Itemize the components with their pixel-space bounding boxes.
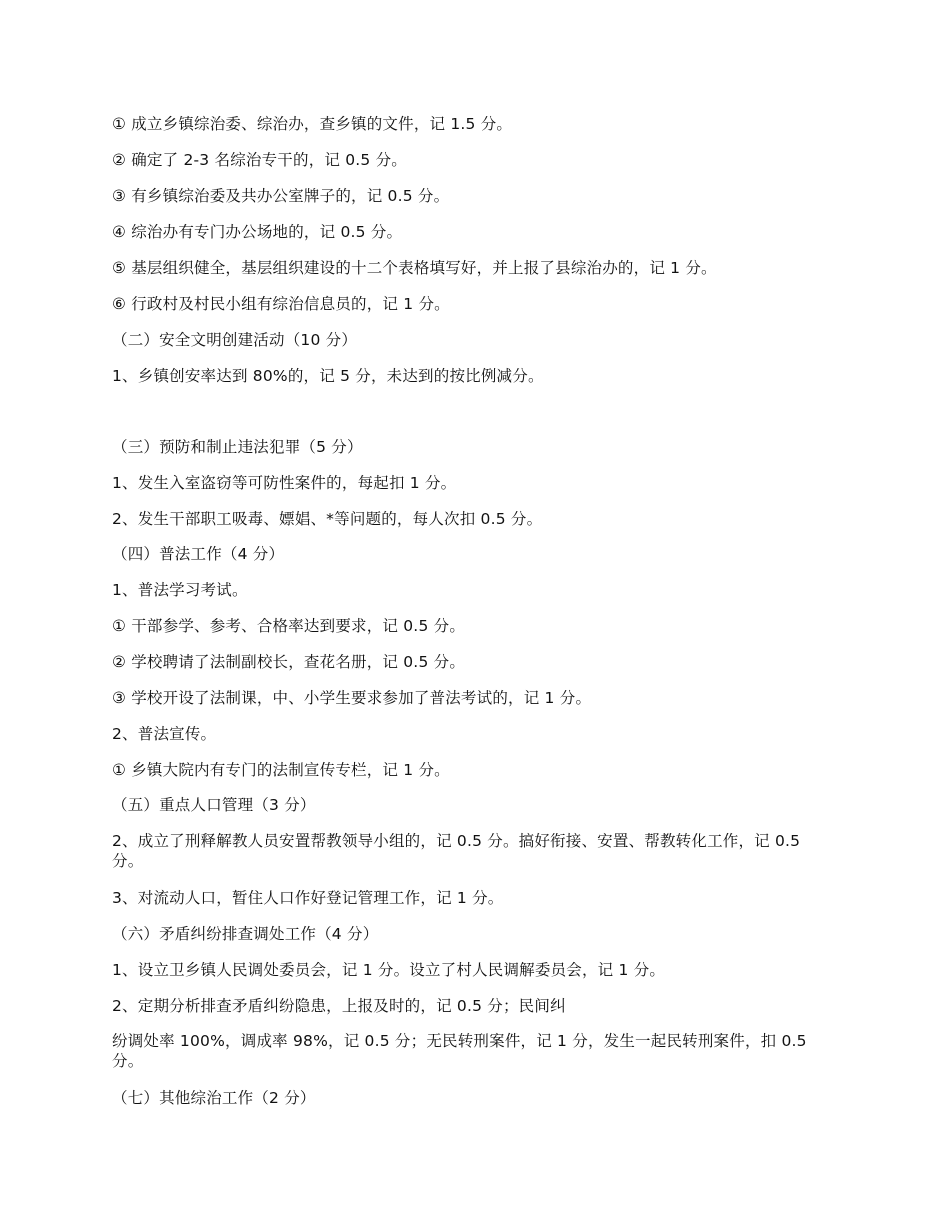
list-item: ⑤ 基层组织健全，基层组织建设的十二个表格填写好，并上报了县综治办的，记 1 分。 — [112, 259, 717, 277]
list-item: 2、发生干部职工吸毒、嫖娼、*等问题的，每人次扣 0.5 分。 — [112, 510, 543, 528]
list-item: 1、乡镇创安率达到 80%的，记 5 分，未达到的按比例减分。 — [112, 367, 544, 385]
section-heading: （七）其他综治工作（2 分） — [112, 1089, 316, 1107]
section-heading: （五）重点人口管理（3 分） — [112, 796, 316, 814]
list-item: ④ 综治办有专门办公场地的，记 0.5 分。 — [112, 223, 403, 241]
list-item: ② 学校聘请了法制副校长，查花名册，记 0.5 分。 — [112, 653, 466, 671]
list-item: ③ 有乡镇综治委及共办公室牌子的，记 0.5 分。 — [112, 187, 450, 205]
section-heading: （四）普法工作（4 分） — [112, 545, 285, 563]
list-item: 1、普法学习考试。 — [112, 581, 248, 599]
list-item: 3、对流动人口，暂住人口作好登记管理工作，记 1 分。 — [112, 889, 504, 907]
list-item: ② 确定了 2-3 名综治专干的，记 0.5 分。 — [112, 151, 407, 169]
section-heading: （二）安全文明创建活动（10 分） — [112, 331, 358, 349]
section-heading: （六）矛盾纠纷排查调处工作（4 分） — [112, 925, 379, 943]
list-item: 2、成立了刑释解教人员安置帮教领导小组的，记 0.5 分。搞好衔接、安置、帮教转化工作，记 0.5 分。 — [112, 832, 801, 870]
list-item: ① 乡镇大院内有专门的法制宣传专栏，记 1 分。 — [112, 761, 450, 779]
list-item: 1、发生入室盗窃等可防性案件的，每起扣 1 分。 — [112, 474, 457, 492]
list-item: ① 成立乡镇综治委、综治办，查乡镇的文件，记 1.5 分。 — [112, 115, 513, 133]
section-heading: （三）预防和制止违法犯罪（5 分） — [112, 438, 363, 456]
list-item: ① 干部参学、参考、合格率达到要求，记 0.5 分。 — [112, 617, 466, 635]
list-item: ③ 学校开设了法制课，中、小学生要求参加了普法考试的，记 1 分。 — [112, 689, 592, 707]
list-item: 纷调处率 100%，调成率 98%，记 0.5 分；无民转刑案件，记 1 分，发生一起民转刑案件，扣 0.5 分。 — [112, 1032, 807, 1070]
list-item: 1、设立卫乡镇人民调处委员会，记 1 分。设立了村人民调解委员会，记 1 分。 — [112, 961, 666, 979]
list-item: 2、普法宣传。 — [112, 725, 217, 743]
list-item: 2、定期分析排查矛盾纠纷隐患，上报及时的，记 0.5 分；民间纠 — [112, 997, 566, 1015]
list-item: ⑥ 行政村及村民小组有综治信息员的，记 1 分。 — [112, 295, 450, 313]
